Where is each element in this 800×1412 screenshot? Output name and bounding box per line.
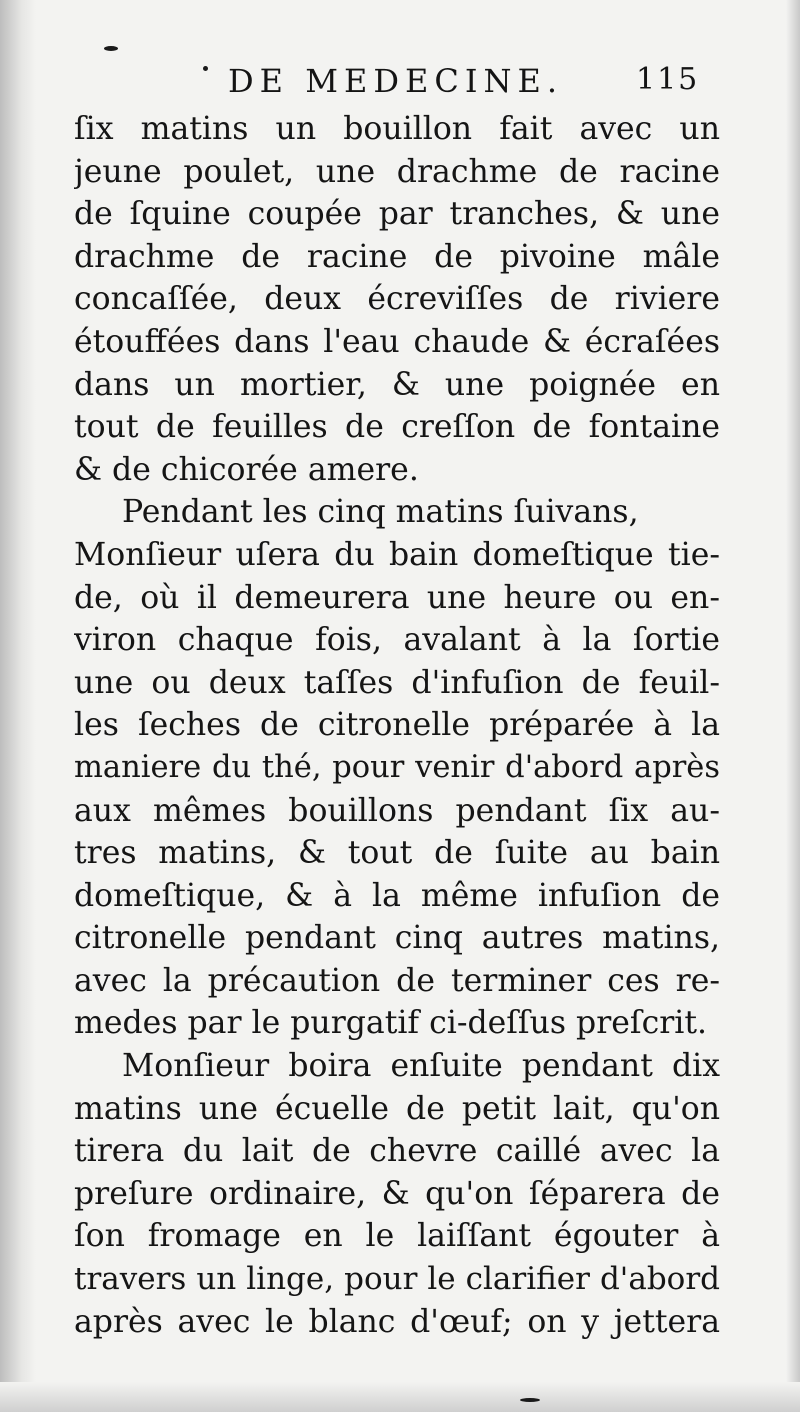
paragraph-1	[74, 108, 720, 491]
running-head-title: DE MEDECINE.	[228, 62, 563, 100]
text-line: ſon fromage en le laiſſant égouter à	[74, 1218, 720, 1255]
paragraph-2	[74, 491, 720, 1045]
text-line: de ſquine coupée par tranches, & une	[74, 196, 720, 233]
binding-shadow	[0, 0, 36, 1412]
paragraph-3	[74, 1045, 720, 1343]
text-line: les ſeches de citronelle préparée à la	[74, 707, 720, 744]
text-line: concaſſée, deux écreviſſes de riviere	[74, 281, 720, 318]
text-line: avec la précaution de terminer ces re-	[74, 962, 720, 999]
text-line: une ou deux taſſes d'infuſion de feuil-	[74, 664, 720, 701]
text-line: citronelle pendant cinq autres matins,	[74, 920, 720, 957]
text-line: aux mêmes bouillons pendant ſix au-	[74, 792, 720, 829]
body-text	[74, 108, 720, 1343]
text-line: maniere du thé, pour venir d'abord après	[74, 749, 720, 785]
text-line: preſure ordinaire, & qu'on ſéparera de	[74, 1175, 720, 1212]
text-line: tirera du lait de chevre caillé avec la	[74, 1133, 720, 1170]
bottom-edge-shadow	[0, 1382, 800, 1412]
text-line: jeune poulet, une drachme de racine	[74, 153, 720, 190]
text-line: après avec le blanc d'œuf; on y jettera	[74, 1303, 720, 1340]
text-line: étouffées dans l'eau chaude & écraſées	[74, 323, 720, 360]
edge-shadow	[786, 0, 800, 1412]
running-head	[0, 60, 800, 110]
text-line: tres matins, & tout de ſuite au bain	[74, 835, 720, 872]
text-line: domeſtique, & à la même infuſion de	[74, 877, 720, 914]
text-line: tout de feuilles de creſſon de fontaine	[74, 409, 720, 446]
text-line: Monſieur boira enſuite pendant dix	[122, 1048, 720, 1085]
text-line: de, où il demeurera une heure ou en-	[74, 579, 720, 616]
text-line: matins une écuelle de petit lait, qu'on	[74, 1090, 720, 1127]
ink-speck	[104, 46, 118, 51]
text-line: Pendant les cinq matins ſuivans,	[122, 494, 639, 531]
text-line: travers un linge, pour le clarifier d'abord	[74, 1261, 720, 1298]
text-line: viron chaque fois, avalant à la ſortie	[74, 622, 720, 659]
text-line: ſix matins un bouillon fait avec un	[74, 111, 720, 147]
text-line: drachme de racine de pivoine mâle	[74, 238, 720, 275]
page-number: 115	[636, 62, 700, 97]
ink-speck	[520, 1398, 540, 1402]
text-line: Monſieur uſera du bain domeſtique tie-	[74, 536, 720, 573]
text-line: & de chicorée amere.	[74, 451, 419, 488]
text-line: dans un mortier, & une poignée en	[74, 366, 720, 403]
text-line: medes par le purgatif ci-deſſus preſcrit.	[74, 1005, 708, 1042]
